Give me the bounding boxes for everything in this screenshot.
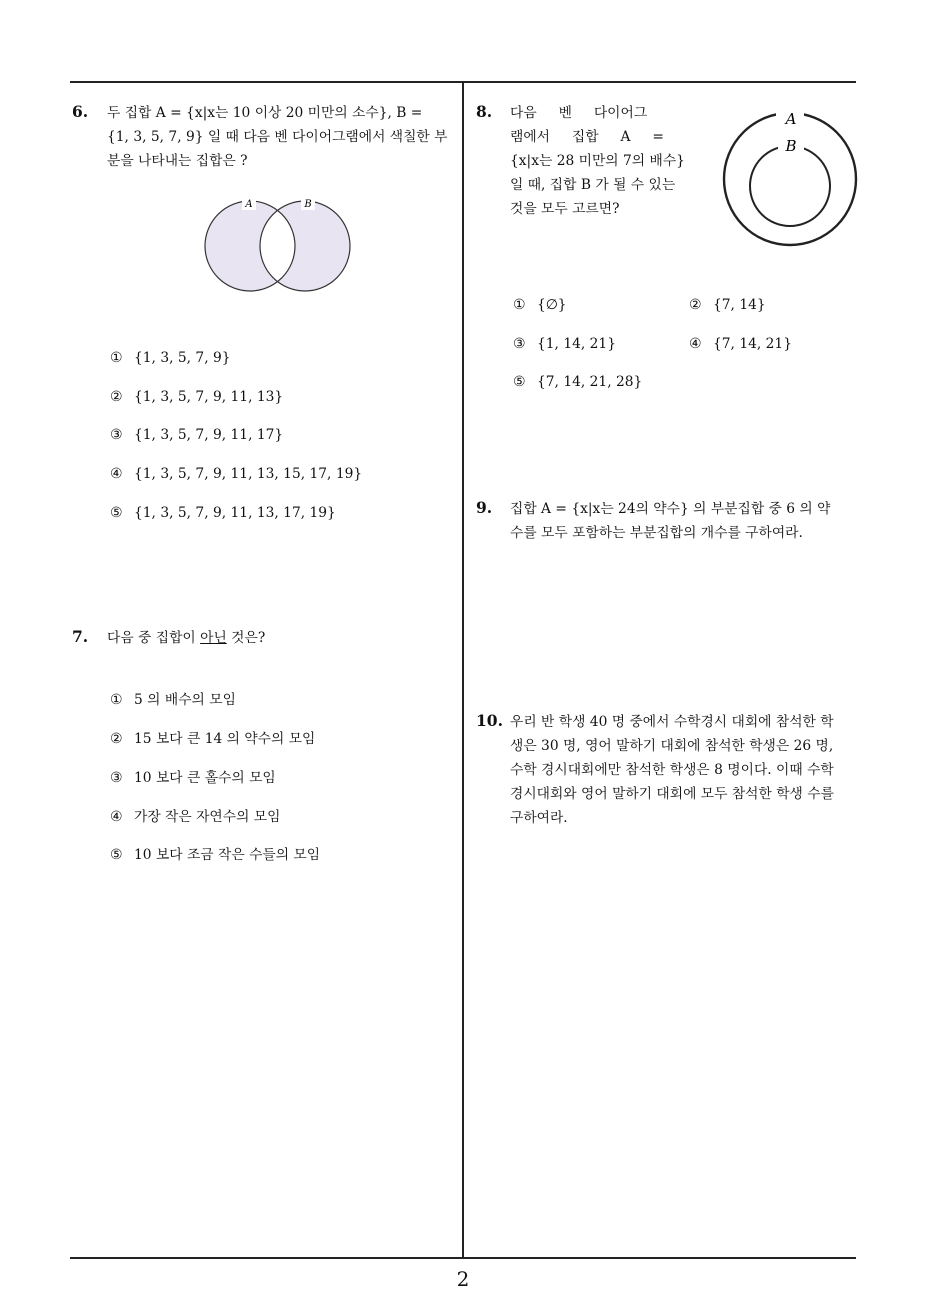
q8-line: {x|x는 28 미만의 7의 배수}: [510, 153, 685, 169]
option-text: {7, 14, 21}: [713, 336, 792, 352]
q8-line: 것을 모두 고르면?: [510, 201, 620, 217]
q7-option-1[interactable]: [110, 688, 236, 708]
q8-option-3[interactable]: [513, 336, 616, 352]
q6-option-4[interactable]: [110, 466, 362, 482]
option-text: {7, 14, 21, 28}: [537, 374, 643, 390]
option-text: 15 보다 큰 14 의 약수의 모임: [134, 731, 316, 747]
option-text: {1, 3, 5, 7, 9}: [134, 350, 231, 366]
q6-number: 6.: [72, 102, 89, 121]
q6-line: 두 집합 A = {x|x는 10 이상 20 미만의 소수}, B =: [107, 105, 423, 121]
q8-label-b: B: [785, 137, 797, 155]
option-mark: ②: [689, 297, 702, 313]
q10-line: 구하여라.: [510, 810, 568, 826]
q8-text: [510, 101, 705, 221]
option-mark: ②: [110, 389, 123, 405]
q7-text-underlined: 아닌: [200, 630, 227, 646]
column-divider: [462, 81, 464, 1259]
option-text: 10 보다 큰 홀수의 모임: [134, 770, 276, 786]
q9-text: [510, 497, 860, 545]
q7-number: 7.: [72, 627, 89, 646]
q8-option-1[interactable]: [513, 297, 567, 313]
option-text: {1, 3, 5, 7, 9, 11, 17}: [134, 427, 284, 443]
q10-line: 생은 30 명, 영어 말하기 대회에 참석한 학생은 26 명,: [510, 738, 834, 754]
option-text: {7, 14}: [713, 297, 766, 313]
q7-option-4[interactable]: [110, 805, 280, 825]
option-mark: ③: [110, 427, 123, 443]
q6-option-5[interactable]: [110, 505, 336, 521]
option-mark: ⑤: [513, 374, 526, 390]
q6-line: {1, 3, 5, 7, 9} 일 때 다음 벤 다이어그램에서 색칠한 부: [107, 129, 448, 145]
option-text: {1, 3, 5, 7, 9, 11, 13, 17, 19}: [134, 505, 336, 521]
q10-number: 10.: [476, 711, 503, 730]
q6-option-3[interactable]: [110, 427, 283, 443]
option-mark: ①: [110, 692, 123, 708]
q8-line: 램에서 집합 A =: [510, 129, 664, 145]
q8-option-5[interactable]: [513, 374, 642, 390]
q8-label-a: A: [785, 110, 797, 128]
q10-line: 경시대회와 영어 말하기 대회에 모두 참석한 학생 수를: [510, 786, 834, 802]
q6-label-a: A: [245, 199, 253, 210]
option-text: 가장 작은 자연수의 모임: [134, 809, 281, 825]
option-mark: ⑤: [110, 505, 123, 521]
q8-option-4[interactable]: [689, 336, 792, 352]
option-text: {∅}: [537, 297, 567, 313]
q7-text-after: 것은?: [226, 630, 266, 646]
q9-number: 9.: [476, 498, 493, 517]
q7-text: [107, 626, 265, 650]
option-text: {1, 3, 5, 7, 9, 11, 13}: [134, 389, 284, 405]
option-mark: ①: [110, 350, 123, 366]
q8-number: 8.: [476, 102, 493, 121]
q6-line: 분을 나타내는 집합은 ?: [107, 153, 248, 169]
q7-option-3[interactable]: [110, 766, 276, 786]
q6-text: [107, 101, 457, 173]
q10-text: [510, 710, 860, 830]
q6-option-1[interactable]: [110, 350, 231, 366]
q8-option-2[interactable]: [689, 297, 766, 313]
option-text: {1, 3, 5, 7, 9, 11, 13, 15, 17, 19}: [134, 466, 363, 482]
q10-line: 우리 반 학생 40 명 중에서 수학경시 대회에 참석한 학: [510, 714, 834, 730]
option-mark: ③: [513, 336, 526, 352]
q8-line: 다음 벤 다이어그: [510, 105, 648, 121]
q7-text-before: 다음 중 집합이: [107, 630, 201, 646]
option-text: {1, 14, 21}: [537, 336, 616, 352]
page-number: 2: [456, 1267, 470, 1291]
option-text: 10 보다 조금 작은 수들의 모임: [134, 847, 321, 863]
q6-label-b: B: [304, 199, 312, 210]
option-mark: ④: [110, 809, 123, 825]
q9-line: 수를 모두 포함하는 부분집합의 개수를 구하여라.: [510, 525, 803, 541]
q8-line: 일 때, 집합 B 가 될 수 있는: [510, 177, 676, 193]
q7-option-2[interactable]: [110, 727, 315, 747]
q10-line: 수학 경시대회에만 참석한 학생은 8 명이다. 이때 수학: [510, 762, 834, 778]
q7-option-5[interactable]: [110, 843, 320, 863]
q9-line: 집합 A = {x|x는 24의 약수} 의 부분집합 중 6 의 약: [510, 501, 831, 517]
option-mark: ④: [689, 336, 702, 352]
q8-set-b-outline: [750, 146, 830, 226]
option-text: 5 의 배수의 모임: [134, 692, 236, 708]
option-mark: ①: [513, 297, 526, 313]
option-mark: ②: [110, 731, 123, 747]
q6-option-2[interactable]: [110, 389, 283, 405]
option-mark: ③: [110, 770, 123, 786]
option-mark: ⑤: [110, 847, 123, 863]
q6-venn-diagram: [195, 190, 365, 300]
q8-nested-sets-diagram: [718, 105, 863, 250]
option-mark: ④: [110, 466, 123, 482]
